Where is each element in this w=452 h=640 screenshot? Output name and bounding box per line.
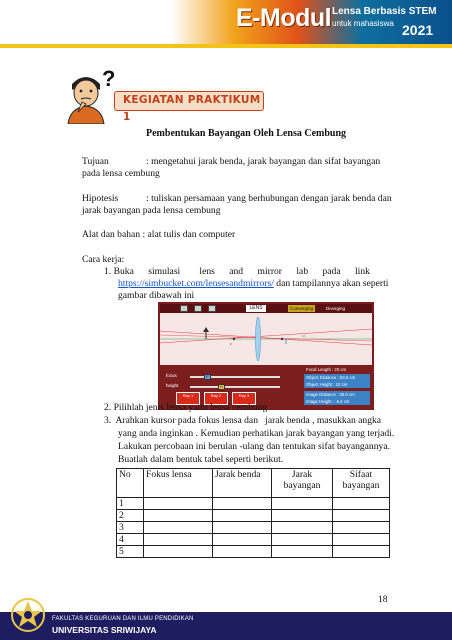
row-number: 4 bbox=[117, 534, 144, 546]
table-row bbox=[117, 546, 390, 558]
sim-toolbar bbox=[160, 304, 372, 313]
table-cell[interactable] bbox=[272, 498, 333, 510]
sim-height-label: height bbox=[166, 383, 179, 388]
table-cell[interactable] bbox=[333, 510, 390, 522]
step-1: 1. Buka simulasi lens and mirror lab pada link bbox=[104, 266, 370, 277]
step-2: 2. Pilihlah jenis lensa yaitu lensa cembung bbox=[104, 402, 268, 413]
col-no: No bbox=[117, 469, 144, 498]
tujuan-text: : mengetahui jarak benda, jarak bayangan dan sifat bayangan bbox=[146, 156, 381, 167]
sim-focus-knob: F bbox=[204, 374, 211, 380]
footer-faculty: FAKULTAS KEGURUAN DAN ILMU PENDIDIKAN bbox=[52, 616, 194, 622]
sim-ray-button-3: Ray 3 bbox=[232, 392, 256, 405]
table-cell[interactable] bbox=[213, 510, 272, 522]
sim-height-slider bbox=[190, 386, 280, 388]
table-cell[interactable] bbox=[333, 522, 390, 534]
table-cell[interactable] bbox=[144, 522, 213, 534]
step-3-line-2: yang anda inginkan . Kemudian perhatikan jarak bayangan yang terjadi. bbox=[118, 428, 395, 439]
page-number: 18 bbox=[378, 594, 388, 605]
table-cell[interactable] bbox=[144, 498, 213, 510]
table-row bbox=[117, 498, 390, 510]
row-number: 3 bbox=[117, 522, 144, 534]
table-cell[interactable] bbox=[272, 510, 333, 522]
sim-ray-button-2: Ray 2 bbox=[204, 392, 228, 405]
table-cell[interactable] bbox=[272, 534, 333, 546]
sim-button bbox=[180, 305, 188, 312]
step-3-line-4: Buatlah dalam bentuk tabel seperti berikut. bbox=[118, 454, 284, 465]
observation-table bbox=[116, 468, 390, 558]
table-cell[interactable] bbox=[213, 522, 272, 534]
table-header-row bbox=[117, 469, 390, 498]
step-1-caption: gambar dibawah ini bbox=[118, 290, 195, 301]
table-cell[interactable] bbox=[333, 498, 390, 510]
sim-object-height: Object Height : 10 cm bbox=[304, 381, 370, 388]
table-row bbox=[117, 510, 390, 522]
simulation-screenshot bbox=[158, 302, 374, 410]
alat-bahan: Alat dan bahan : alat tulis dan computer bbox=[82, 229, 236, 240]
hipotesis-text-cont: jarak bayangan pada lensa cembung bbox=[82, 205, 221, 216]
table-row bbox=[117, 534, 390, 546]
page-title: Pembentukan Bayangan Oleh Lensa Cembung bbox=[146, 128, 347, 139]
col-sifat: Sifaat bayangan bbox=[333, 469, 390, 498]
header-stripe bbox=[0, 44, 452, 48]
row-number: 2 bbox=[117, 510, 144, 522]
sim-title: LENS bbox=[246, 305, 266, 312]
sim-object-distance: Object Distance : 53.5 cm bbox=[304, 374, 370, 381]
table-cell[interactable] bbox=[213, 534, 272, 546]
section-badge: KEGIATAN PRAKTIKUM 1 bbox=[114, 91, 264, 111]
brand-year: 2021 bbox=[402, 22, 434, 38]
sim-image-height: Image Height : -6.4 cm bbox=[304, 398, 370, 405]
svg-text:2F: 2F bbox=[302, 334, 306, 338]
tujuan-text-cont: pada lensa cembung bbox=[82, 168, 160, 179]
hipotesis-text: : tuliskan persamaan yang berhubungan dengan jarak benda dan bbox=[146, 193, 392, 204]
col-fokus: Fokus lensa bbox=[144, 469, 213, 498]
brand-audience: untuk mahasiswa bbox=[332, 19, 394, 28]
brand-subtitle: Lensa Berbasis STEM bbox=[332, 6, 437, 17]
row-number: 1 bbox=[117, 498, 144, 510]
sim-converging: Converging bbox=[290, 306, 314, 311]
question-mark-icon: ? bbox=[102, 66, 116, 91]
row-number: 5 bbox=[117, 546, 144, 558]
col-jarak-bayangan: Jarak bayangan bbox=[272, 469, 333, 498]
hipotesis-label: Hipotesis bbox=[82, 193, 119, 204]
university-logo-icon bbox=[8, 595, 48, 635]
footer-university: UNIVERSITAS SRIWIJAYA bbox=[52, 625, 157, 635]
table-row bbox=[117, 522, 390, 534]
sim-focal-length: Focal Length : 20 cm bbox=[306, 367, 347, 372]
col-jarak-benda: Jarak benda bbox=[213, 469, 272, 498]
step-1-suffix: dan tampilannya akan seperti bbox=[273, 278, 389, 289]
table-cell[interactable] bbox=[333, 546, 390, 558]
sim-diverging: Diverging bbox=[326, 306, 346, 311]
step-1-cont bbox=[118, 278, 388, 291]
brand-title: E-Modul bbox=[236, 4, 332, 32]
svg-text:F: F bbox=[230, 342, 232, 346]
table-cell[interactable] bbox=[144, 534, 213, 546]
sim-focus-label: focus bbox=[166, 373, 177, 378]
sim-button bbox=[194, 305, 202, 312]
step-3-line-3: Lakukan percobaan ini berulan -ulang dan tentukan sifat bayangannya. bbox=[118, 441, 390, 452]
optical-bench bbox=[160, 313, 372, 365]
table-cell[interactable] bbox=[213, 498, 272, 510]
header-banner bbox=[0, 0, 452, 52]
sim-button bbox=[208, 305, 216, 312]
simulation-link[interactable]: https://simbucket.com/lensesandmirrors/ bbox=[118, 278, 274, 289]
table-cell[interactable] bbox=[333, 534, 390, 546]
table-cell[interactable] bbox=[144, 546, 213, 558]
sim-height-knob: H bbox=[218, 384, 225, 390]
cara-kerja-heading: Cara kerja: bbox=[82, 254, 125, 265]
sim-image-distance: Image Distance : 35.5 cm bbox=[304, 391, 370, 398]
sim-ray-button-1: Ray 1 bbox=[176, 392, 200, 405]
step-3-line-1: 3. Arahkan kursor pada fokus lensa dan jarak benda , masukkan angka bbox=[104, 415, 382, 426]
table-cell[interactable] bbox=[213, 546, 272, 558]
table-cell[interactable] bbox=[144, 510, 213, 522]
tujuan-label: Tujuan bbox=[82, 156, 109, 167]
table-cell[interactable] bbox=[272, 546, 333, 558]
table-cell[interactable] bbox=[272, 522, 333, 534]
sim-focus-slider bbox=[190, 376, 280, 378]
